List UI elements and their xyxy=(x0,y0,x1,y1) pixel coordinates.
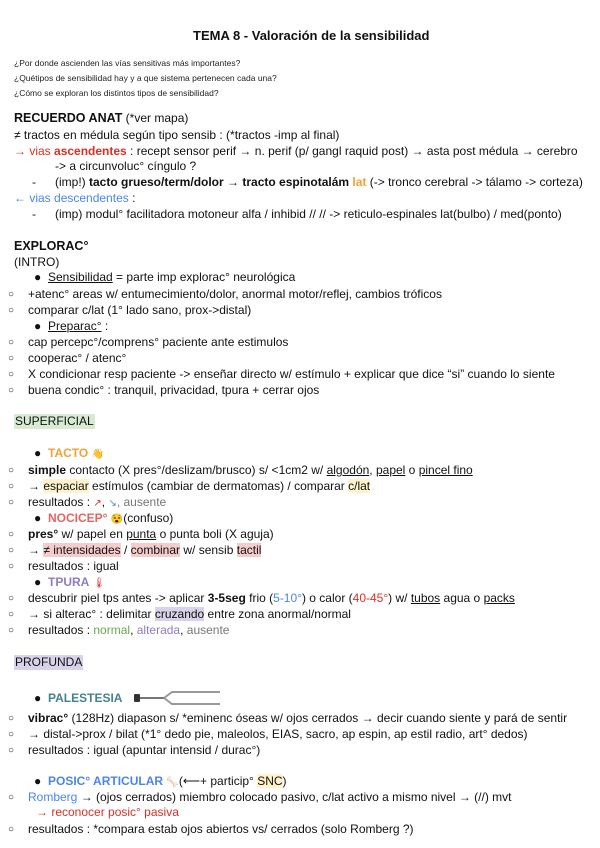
posic-snc: SNC xyxy=(257,774,283,788)
hand-icon: 👋 xyxy=(91,449,105,460)
bullet-circle: ○ xyxy=(8,529,15,540)
posic-label xyxy=(48,774,287,790)
palestesia-line-2: → distal->prox / bilat (*1° dedo pie, maleolos, EIAS, sacro, ap espin, ap estil radio, art° dedos) xyxy=(28,727,528,741)
tpura-cruzando: cruzando xyxy=(154,607,205,621)
desc-arrow: ← vias xyxy=(14,191,55,205)
posic-line-2: resultados : *compara estab ojos abiertos vs/ cerrados (solo Romberg ?) xyxy=(28,822,414,836)
tpura-cold-range: 5-10° xyxy=(273,591,302,605)
bullet-circle: ○ xyxy=(8,593,15,604)
palestesia-l1-rest: (128Hz) diapason s/ *eminenc óseas w/ ojos cerrados → decir cuando siente y pará de sentir xyxy=(68,711,568,725)
bullet-circle: ○ xyxy=(8,337,15,348)
nocicep-line-1 xyxy=(28,527,274,542)
bullet-dot: ● xyxy=(34,319,42,333)
imp-pre: (imp!) xyxy=(55,175,89,189)
bullet-circle: ○ xyxy=(8,609,15,620)
ascendentes-line xyxy=(14,144,578,159)
recuerdo-heading-text: RECUERDO ANAT xyxy=(14,111,123,125)
desc-rest: : xyxy=(128,191,136,205)
bullet-dot: ● xyxy=(34,446,42,460)
question-2: ¿Quétipos de sensibilidad hay y a que sistema pertenecen cada una? xyxy=(14,73,277,83)
bullet-circle: ○ xyxy=(8,289,15,300)
tacto-l3-a: resultados : xyxy=(28,495,94,509)
arrow-up-icon: ↗ xyxy=(93,498,102,509)
imp-rest: (-> tronco cerebral -> tálamo -> corteza) xyxy=(366,175,583,189)
thermometer-icon: 🌡 xyxy=(92,578,106,589)
tacto-clat: c/lat xyxy=(348,479,371,493)
dizzy-face-icon: 😵 xyxy=(110,514,124,525)
nocicep-tactil: tactil xyxy=(236,543,262,557)
nocicep-label-text: NOCICEP° xyxy=(48,511,108,525)
descendentes-line xyxy=(14,191,135,206)
bullet-circle: ○ xyxy=(8,713,15,724)
tacto-l1-c: o xyxy=(405,463,419,477)
posic-note-a: (⟵+ particip° xyxy=(178,774,258,788)
page-title: TEMA 8 - Valoración de la sensibilidad xyxy=(193,28,430,43)
palestesia-line-3: resultados : igual (apuntar intensid / durac°) xyxy=(28,743,261,757)
tpura-hot-range: 40-45° xyxy=(352,591,389,605)
explorac-intro: (INTRO) xyxy=(14,255,60,269)
desc-word: descendentes xyxy=(54,191,129,205)
tpura-l3-a: resultados : xyxy=(28,623,94,637)
recuerdo-line-1: ≠ tractos en médula según tipo sensib : (*tractos -imp al final) xyxy=(14,128,340,142)
bullet-circle: ○ xyxy=(8,745,15,756)
bullet-dot: ● xyxy=(34,774,42,788)
palestesia-line-1 xyxy=(28,711,567,726)
nocicep-l2-arrow: → xyxy=(28,543,44,557)
imp-lat: lat xyxy=(352,175,367,189)
tacto-simple: simple xyxy=(28,463,67,477)
tpura-l1-a: descubrir piel tps antes -> aplicar xyxy=(28,591,208,605)
tpura-l1-e: agua o xyxy=(440,591,484,605)
recuerdo-heading-note: (*ver mapa) xyxy=(122,111,189,125)
sensibilidad-label: Sensibilidad xyxy=(48,270,113,284)
posic-line-1 xyxy=(28,790,512,805)
bullet-circle: ○ xyxy=(8,561,15,572)
recuerdo-heading xyxy=(14,111,188,126)
explorac-item-1: +atenc° areas w/ entumecimiento/dolor, anormal motor/reflej, cambios tróficos xyxy=(28,287,442,301)
nocicep-line-3: resultados : igual xyxy=(28,559,119,573)
tacto-line-3 xyxy=(28,495,166,511)
nocicep-combinar: combinar xyxy=(130,543,181,557)
descendentes-detail: (imp) modul° facilitadora motoneur alfa / inhibid // // -> reticulo-espinales lat(bulbo) / med(ponto) xyxy=(55,207,562,221)
posic-note-b: ) xyxy=(282,774,287,788)
nocicep-l1-b: o punta boli (X aguja) xyxy=(156,527,274,541)
bullet-circle: ○ xyxy=(8,792,15,803)
tpura-tubos: tubos xyxy=(410,591,441,605)
imp-dash: - xyxy=(32,175,36,189)
nocicep-label xyxy=(48,511,173,527)
palestesia-label: PALESTESIA xyxy=(48,691,123,705)
palestesia-vibrac: vibrac° xyxy=(28,711,69,725)
tpura-l1-d: ) w/ xyxy=(388,591,411,605)
nocicep-pres: pres° xyxy=(28,527,59,541)
explorac-item-3: cap percepc°/comprens° paciente ante estimulos xyxy=(28,335,289,349)
nocicep-line-2 xyxy=(28,543,261,558)
tpura-l1-b: frio ( xyxy=(245,591,274,605)
desc-dash: - xyxy=(32,207,36,221)
bullet-circle: ○ xyxy=(8,497,15,508)
nocicep-l2-b: w/ sensib xyxy=(180,543,237,557)
tacto-label xyxy=(48,446,104,462)
explorac-item-5: X condicionar resp paciente -> enseñar directo w/ estímulo + explicar que dice “si” cuando lo siente xyxy=(28,367,555,381)
bullet-circle: ○ xyxy=(8,481,15,492)
superficial-label: SUPERFICIAL xyxy=(15,414,94,428)
tpura-line-1 xyxy=(28,591,515,606)
tpura-ausente: ausente xyxy=(186,623,230,637)
tpura-l3-b: , xyxy=(130,623,137,637)
bullet-circle: ○ xyxy=(8,545,15,556)
tacto-l3-c: , ausente xyxy=(116,495,167,509)
bullet-dot: ● xyxy=(34,691,42,705)
posic-line-1-sub: → reconocer posic° pasiva xyxy=(36,805,179,819)
tacto-espaciar: espaciar xyxy=(43,479,89,493)
ascendentes-cont: -> a circunvoluc° cíngulo ? xyxy=(55,159,197,173)
imp-bold: tacto grueso/term/dolor → tracto espinotalám xyxy=(89,175,353,189)
tacto-l2-arrow: → xyxy=(28,479,44,493)
bullet-circle: ○ xyxy=(8,305,15,316)
tacto-l2-a: estímulos (cambiar de dermatomas) / comparar xyxy=(88,479,349,493)
bullet-circle: ○ xyxy=(8,353,15,364)
sensibilidad-line xyxy=(48,270,295,285)
bullet-circle: ○ xyxy=(8,824,15,835)
posic-label-text: POSIC° ARTICULAR xyxy=(48,774,164,788)
asc-rest: : recept sensor perif → n. perif (p/ gangl raquid post) → asta post médula → cerebro xyxy=(126,144,578,158)
question-1: ¿Por donde ascienden las vías sensitivas más importantes? xyxy=(14,58,241,68)
tacto-pincel: pincel fino xyxy=(418,463,473,477)
sensibilidad-rest: = parte imp explorac° neurológica xyxy=(112,270,296,284)
tacto-l1-b: , xyxy=(369,463,376,477)
tpura-label-text: TPURA xyxy=(48,575,90,589)
tpura-normal: normal xyxy=(93,623,131,637)
bullet-dot: ● xyxy=(34,511,42,525)
tpura-l2-b: entre zona anormal/normal xyxy=(204,607,351,621)
arrow-down-icon: ↘ xyxy=(108,498,117,509)
tpura-packs: packs xyxy=(483,591,515,605)
tpura-l2-a: → si alterac° : delimitar xyxy=(28,607,155,621)
explorac-item-6: buena condic° : tranquil, privacidad, tpura + cerrar ojos xyxy=(28,383,320,397)
tacto-label-text: TACTO xyxy=(48,446,89,460)
tacto-papel: papel xyxy=(375,463,406,477)
tpura-3-5seg: 3-5seg xyxy=(207,591,246,605)
preparac-label: Preparac° xyxy=(48,319,102,333)
nocicep-l2-a: / xyxy=(120,543,131,557)
bullet-circle: ○ xyxy=(8,625,15,636)
preparac-line xyxy=(48,319,108,334)
preparac-rest: : xyxy=(101,319,109,333)
explorac-item-2: comparar c/lat (1° lado sano, prox->distal) xyxy=(28,303,252,317)
profunda-label: PROFUNDA xyxy=(15,655,83,669)
tacto-line-2 xyxy=(28,479,370,494)
asc-word: ascendentes xyxy=(54,144,127,158)
tacto-l3-b: , xyxy=(101,495,109,509)
tpura-label xyxy=(48,575,105,591)
bullet-dot: ● xyxy=(34,270,42,284)
nocicep-note: (confuso) xyxy=(123,511,174,525)
bullet-circle: ○ xyxy=(8,465,15,476)
imp-line xyxy=(55,175,583,190)
nocicep-l1-a: w/ papel en xyxy=(58,527,127,541)
tacto-l1-a: contacto (X pres°/deslizam/brusco) s/ <1cm2 w/ xyxy=(66,463,327,477)
tpura-l3-c: , xyxy=(180,623,187,637)
explorac-item-4: cooperac° / atenc° xyxy=(28,351,127,365)
tacto-line-1 xyxy=(28,463,473,478)
tacto-algodon: algodón xyxy=(326,463,370,477)
nocicep-punta: punta xyxy=(126,527,157,541)
bone-icon: 🦴 xyxy=(166,777,179,788)
tpura-line-2 xyxy=(28,607,351,622)
question-3: ¿Cómo se exploran los distintos tipos de sensibilidad? xyxy=(14,88,219,98)
explorac-heading: EXPLORAC° xyxy=(14,239,89,253)
nocicep-intensidades: ≠ intensidades xyxy=(43,543,121,557)
tpura-alterada: alterada xyxy=(136,623,181,637)
bullet-circle: ○ xyxy=(8,729,15,740)
posic-romberg: Romberg xyxy=(28,790,78,804)
bullet-circle: ○ xyxy=(8,385,15,396)
posic-l1-rest: → (ojos cerrados) miembro colocado pasivo, c/lat activo a mismo nivel → (//) mvt xyxy=(77,790,512,804)
tpura-l1-c: ) o calor ( xyxy=(301,591,353,605)
bullet-dot: ● xyxy=(34,575,42,589)
bullet-circle: ○ xyxy=(8,369,15,380)
tuning-fork-icon xyxy=(132,688,224,713)
tpura-line-3 xyxy=(28,623,229,638)
asc-arrow: → vias xyxy=(14,144,55,158)
